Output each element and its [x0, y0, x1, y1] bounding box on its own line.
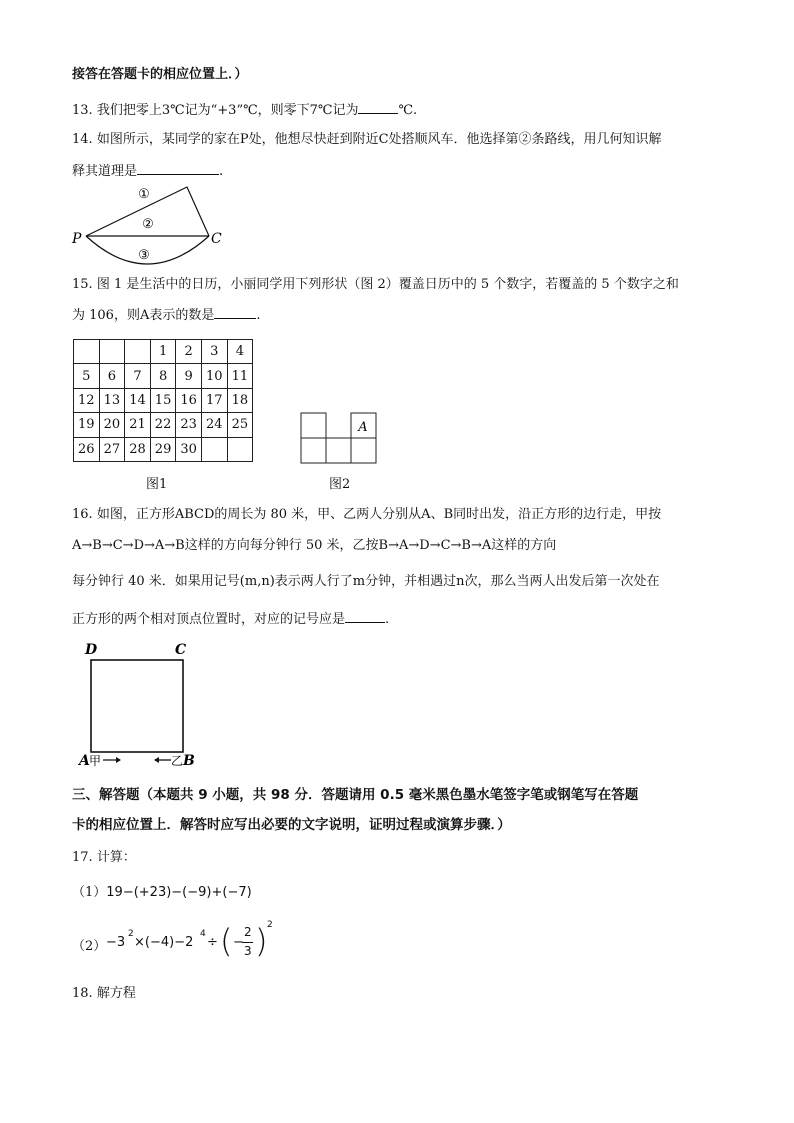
q17-part2-term-a-exponent: 2: [128, 929, 134, 939]
calendar-cell: 3: [201, 340, 227, 364]
calendar-cell: 9: [176, 364, 202, 388]
calendar-cell: [99, 340, 125, 364]
q16-line-4: [72, 609, 389, 629]
calendar-cell: 20: [99, 413, 125, 437]
q14-text-1: 如图所示，某同学的家在P处，他想尽快赶到附近C处搭顺风车．他选择第②条路线，用几何知识解: [96, 132, 662, 147]
q17-part2-outer-exponent: 2: [267, 920, 273, 930]
calendar-cell: 15: [150, 388, 176, 412]
vertex-c-label: C: [175, 642, 187, 658]
q14-period: .: [219, 164, 224, 179]
section-3-line-1: 三、解答题（本题共 9 小题，共 98 分．答题请用 0.5 毫米黑色墨水笔签字笔或钢笔写在答题: [72, 787, 639, 803]
calendar-cell: 25: [227, 413, 253, 437]
calendar-cell: 8: [150, 364, 176, 388]
vertex-b-label: B: [183, 753, 195, 769]
shape-cell: [301, 438, 326, 463]
calendar-cell: 24: [201, 413, 227, 437]
q17-part2-term-b: ×(−4)−2: [134, 935, 194, 950]
q18-number: 18.: [72, 986, 93, 1001]
jia-arrow-head-icon: [116, 757, 121, 763]
calendar-cell: 23: [176, 413, 202, 437]
calendar-cell: 14: [125, 388, 151, 412]
calendar-cell: 18: [227, 388, 253, 412]
calendar-cell: 29: [150, 437, 176, 461]
q14-answer-blank[interactable]: [137, 161, 219, 175]
q17-part-1: [72, 884, 252, 902]
calendar-cell: 11: [227, 364, 253, 388]
calendar-cell: 4: [227, 340, 253, 364]
calendar-cell: 5: [74, 364, 100, 388]
calendar-cell: 27: [99, 437, 125, 461]
q16-text-1: 如图，正方形ABCD的周长为 80 米，甲、乙两人分别从A、B同时出发，沿正方形的边行走，甲按: [96, 507, 662, 522]
q17-part2-denominator: 3: [244, 944, 252, 958]
q15-line-2: [72, 305, 260, 325]
q15-answer-blank[interactable]: [214, 305, 256, 319]
calendar-cell: 22: [150, 413, 176, 437]
q17-part2-divide: ÷: [207, 935, 218, 950]
calendar-cell: [227, 437, 253, 461]
q18-title: 解方程: [96, 986, 136, 1001]
header-note: 接答在答题卡的相应位置上．）: [72, 67, 248, 82]
q16-line-3: [72, 573, 659, 591]
q17-part2-numerator: 2: [244, 925, 252, 939]
calendar-cell: 17: [201, 388, 227, 412]
shape-cell: [301, 413, 326, 438]
q16-square-figure: [76, 638, 206, 772]
q17-part2-fraction-bar: [242, 942, 253, 943]
square-abcd: [91, 660, 183, 752]
q16-text-2: A→B→C→D→A→B这样的方向每分钟行 50 米，乙按B→A→D→C→B→A这样的方向: [72, 538, 557, 553]
jia-label: 甲: [89, 754, 102, 768]
calendar-cell: 19: [74, 413, 100, 437]
q16-line-2: [72, 537, 556, 555]
q17-part2-term-a: −3: [106, 935, 126, 950]
q13-number: 13.: [72, 103, 93, 118]
calendar-cell: [74, 340, 100, 364]
q13-answer-blank[interactable]: [358, 100, 398, 114]
shape-cell: [351, 438, 376, 463]
calendar-row: [74, 364, 253, 388]
q14-route-figure: [64, 182, 234, 268]
question-13: [72, 100, 417, 120]
calendar-cell: 16: [176, 388, 202, 412]
route-1-label: ①: [138, 187, 150, 202]
calendar-cell: 2: [176, 340, 202, 364]
shape-cell: [326, 438, 351, 463]
calendar-row: [74, 340, 253, 364]
calendar-cell: 10: [201, 364, 227, 388]
q17-number: 17.: [72, 850, 93, 865]
route-2-label: ②: [142, 217, 154, 232]
q13-unit: ℃.: [398, 103, 418, 118]
q18-title-line: [72, 985, 136, 1003]
q16-text-3: 每分钟行 40 米．如果用记号(m,n)表示两人行了m分钟，并相遇过n次，那么当两人出发后第一次处在: [72, 574, 660, 589]
q15-text-2: 为 106，则A表示的数是: [72, 308, 215, 323]
q17-part2-fraction-sign: −: [233, 935, 244, 950]
q17-part2-label: （2）: [72, 939, 107, 954]
q17-part2-term-b-exponent: 4: [200, 929, 206, 939]
q15-shape-figure: [300, 412, 378, 464]
q14-number: 14.: [72, 132, 93, 147]
shape-label-a: A: [358, 420, 368, 435]
q17-title: 计算：: [96, 850, 136, 865]
calendar-cell: 26: [74, 437, 100, 461]
calendar-cell: 13: [99, 388, 125, 412]
fig2-caption: 图2: [329, 477, 351, 492]
point-p-label: P: [72, 231, 82, 247]
calendar-cell: 30: [176, 437, 202, 461]
q15-number: 15.: [72, 277, 93, 292]
yi-label: 乙: [171, 754, 184, 768]
q16-line-1: [72, 506, 661, 524]
fig1-caption: 图1: [146, 477, 168, 492]
calendar-cell: [125, 340, 151, 364]
route-3-label: ③: [138, 248, 150, 263]
section-3-line-2: 卡的相应位置上．解答时应写出必要的文字说明，证明过程或演算步骤．）: [72, 817, 511, 833]
q16-number: 16.: [72, 507, 93, 522]
q15-text-1: 图 1 是生活中的日历，小丽同学用下列形状（图 2）覆盖日历中的 5 个数字，若覆盖的 5 个数字之和: [96, 277, 679, 292]
calendar-cell: 21: [125, 413, 151, 437]
q16-answer-blank[interactable]: [345, 609, 385, 623]
q17-part2-left-paren: (: [220, 922, 233, 960]
q14-line-1: [72, 131, 662, 149]
q17-title-line: [72, 849, 136, 867]
calendar-cell: 7: [125, 364, 151, 388]
calendar-cell: 1: [150, 340, 176, 364]
q15-period: .: [256, 308, 261, 323]
calendar-cell: 28: [125, 437, 151, 461]
calendar-cell: 12: [74, 388, 100, 412]
q16-period: .: [385, 612, 390, 627]
q17-part2-right-paren: ): [255, 922, 268, 960]
q16-text-4: 正方形的两个相对顶点位置时，对应的记号应是: [72, 612, 346, 627]
calendar-row: [74, 413, 253, 437]
q17-part1-expression: 19−(+23)−(−9)+(−7): [106, 885, 252, 900]
calendar-row: [74, 437, 253, 461]
yi-arrow-head-icon: [154, 757, 159, 763]
q13-text: 我们把零上3℃记为“+3”℃，则零下7℃记为: [96, 103, 359, 118]
vertex-d-label: D: [85, 642, 98, 658]
vertex-a-label: A: [79, 753, 90, 769]
point-c-label: C: [211, 231, 222, 247]
q15-line-1: [72, 276, 679, 294]
q17-part1-label: （1）: [72, 885, 107, 900]
q14-line-2: [72, 161, 223, 181]
calendar-cell: 6: [99, 364, 125, 388]
q14-text-2: 释其道理是: [72, 164, 138, 179]
calendar-row: [74, 388, 253, 412]
calendar-table: [73, 339, 253, 462]
calendar-cell: [201, 437, 227, 461]
